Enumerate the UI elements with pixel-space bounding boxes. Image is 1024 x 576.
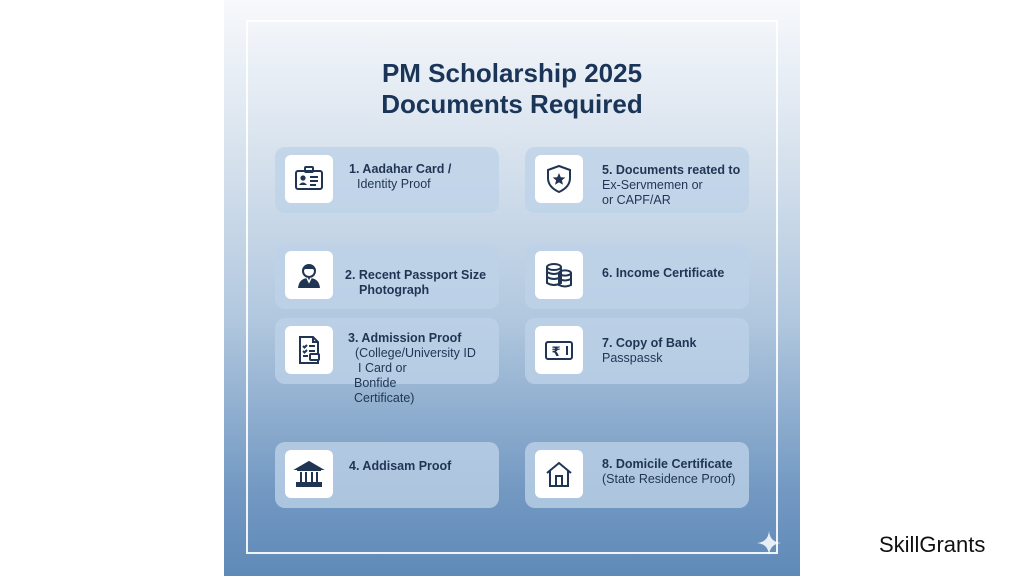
- coins-icon: [535, 251, 583, 299]
- document-label-1: 1. Aadahar Card / Identity Proof: [349, 162, 452, 191]
- page-title: [224, 58, 800, 120]
- document-label-3: 3. Admission Proof (College/University ID I Card or Bonfide Certificate): [348, 331, 476, 405]
- svg-text:₹: ₹: [551, 345, 561, 360]
- document-list-icon: [285, 326, 333, 374]
- document-label-8: 8. Domicile Certificate (State Residence Proof): [602, 457, 736, 486]
- title-line-1: PM Scholarship 2025: [381, 58, 643, 88]
- document-label-7: 7. Copy of Bank Passpassk: [602, 336, 697, 365]
- person-icon: [285, 251, 333, 299]
- document-label-6: 6. Income Certificate: [602, 266, 725, 280]
- bank-building-icon: [285, 450, 333, 498]
- infographic-panel: [224, 0, 800, 576]
- document-label-4: 4. Addisam Proof: [349, 459, 452, 473]
- title-line-2: Documents Required: [381, 89, 643, 119]
- id-card-icon: [285, 155, 333, 203]
- shield-star-icon: [535, 155, 583, 203]
- document-card-4: [275, 442, 499, 508]
- brand-logo-text: SkillGrants: [879, 532, 986, 557]
- house-icon: [535, 450, 583, 498]
- rupee-passbook-icon: [535, 326, 583, 374]
- document-label-2: 2. Recent Passport Size Photograph: [345, 268, 487, 297]
- document-label-5: 5. Documents reated to Ex-Servmemen or or CAPF/AR: [602, 163, 741, 207]
- sparkle-icon: [756, 530, 782, 556]
